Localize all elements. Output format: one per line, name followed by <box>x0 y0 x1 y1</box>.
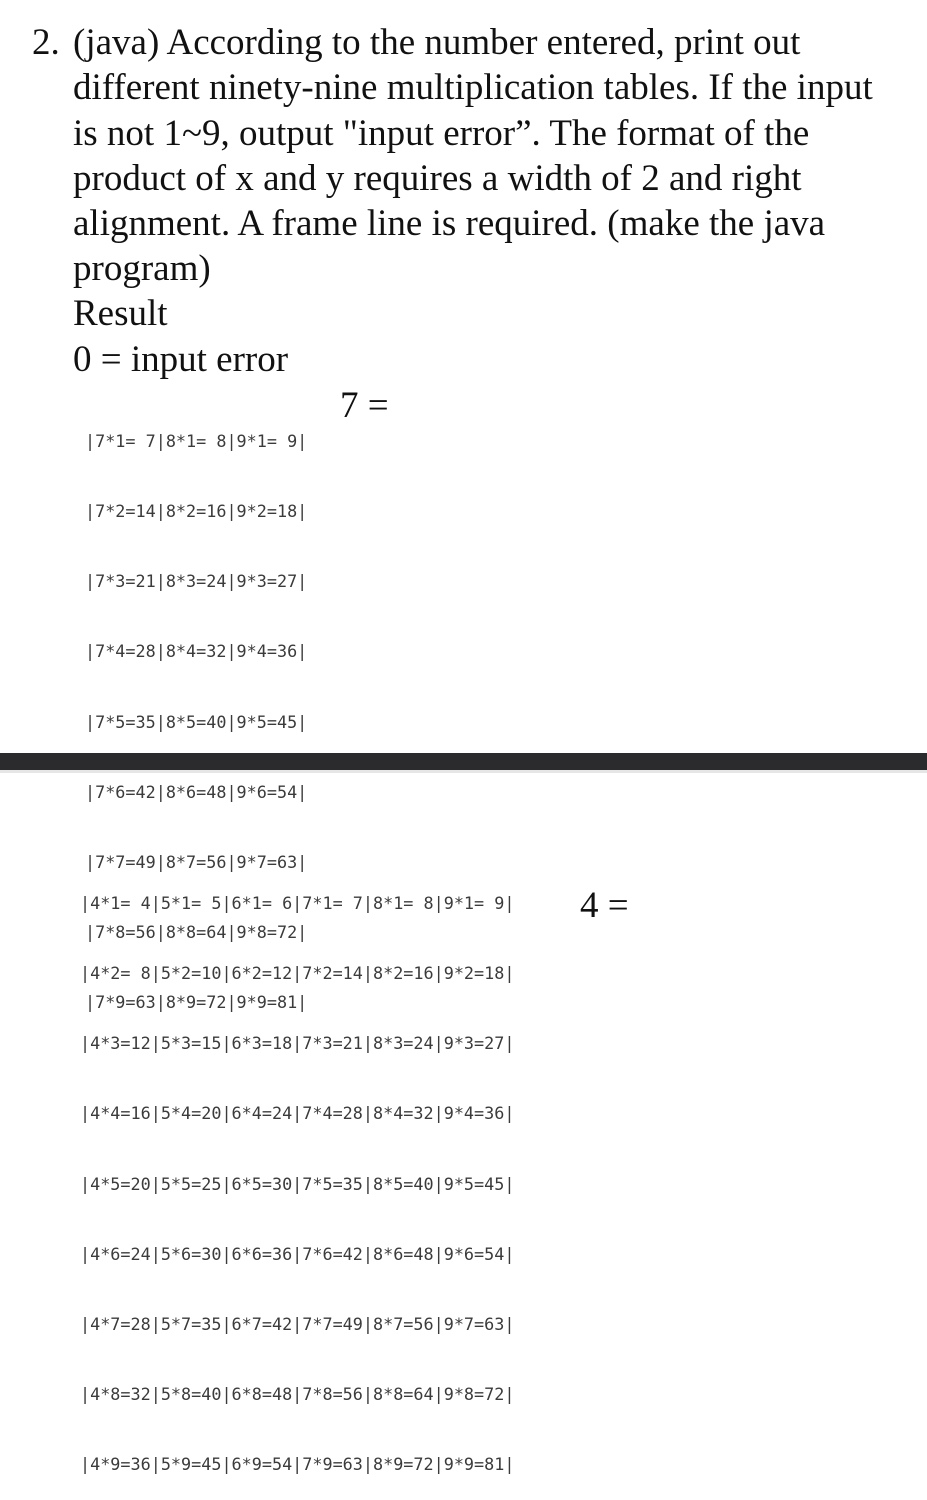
table-row: |4*2= 8|5*2=10|6*2=12|7*2=14|8*2=16|9*2=18| <box>80 963 515 984</box>
table-row: |4*6=24|5*6=30|6*6=36|7*6=42|8*6=48|9*6=54| <box>80 1243 515 1264</box>
table-row: |7*8=56|8*8=64|9*8=72| <box>85 922 308 943</box>
section-divider <box>0 753 927 770</box>
table-row: |4*4=16|5*4=20|6*4=24|7*4=28|8*4=32|9*4=36| <box>80 1103 515 1124</box>
table-row: |4*7=28|5*7=35|6*7=42|7*7=49|8*7=56|9*7=63| <box>80 1314 515 1335</box>
example-zero-output: 0 = input error <box>73 339 289 380</box>
table-row: |7*2=14|8*2=16|9*2=18| <box>85 501 308 522</box>
table-row: |7*4=28|8*4=32|9*4=36| <box>85 641 308 662</box>
section-divider-shadow <box>0 770 927 773</box>
multiplication-table-four <box>80 845 514 1500</box>
question-line: alignment. A frame line is required. (make the java <box>73 203 826 245</box>
table-row: |7*7=49|8*7=56|9*7=63| <box>85 852 308 873</box>
result-label: Result <box>73 293 168 334</box>
example-four-label: 4 = <box>580 885 629 926</box>
question-line: (java) According to the number entered, print out <box>73 22 801 63</box>
example-seven-label: 7 = <box>340 385 389 426</box>
question-number: 2. <box>32 22 60 63</box>
question-line: different ninety-nine multiplication tables. If the input <box>73 67 873 109</box>
question-text <box>73 20 923 292</box>
table-row: |7*6=42|8*6=48|9*6=54| <box>85 781 308 802</box>
question-line: is not 1~9, output "input error”. The format of the <box>73 112 810 154</box>
table-row: |7*5=35|8*5=40|9*5=45| <box>85 711 308 732</box>
table-row: |4*1= 4|5*1= 5|6*1= 6|7*1= 7|8*1= 8|9*1= 9| <box>80 892 515 913</box>
question-line: product of x and y requires a width of 2 and right <box>73 157 802 199</box>
table-row: |7*9=63|8*9=72|9*9=81| <box>85 992 308 1013</box>
table-row: |4*5=20|5*5=25|6*5=30|7*5=35|8*5=40|9*5=45| <box>80 1173 515 1194</box>
table-row: |4*8=32|5*8=40|6*8=48|7*8=56|8*8=64|9*8=72| <box>80 1384 515 1405</box>
table-row: |4*3=12|5*3=15|6*3=18|7*3=21|8*3=24|9*3=27| <box>80 1033 515 1054</box>
question-line: program) <box>73 248 211 290</box>
table-row: |7*3=21|8*3=24|9*3=27| <box>85 571 308 592</box>
table-row: |4*9=36|5*9=45|6*9=54|7*9=63|8*9=72|9*9=81| <box>80 1454 515 1475</box>
table-row: |7*1= 7|8*1= 8|9*1= 9| <box>85 430 308 451</box>
